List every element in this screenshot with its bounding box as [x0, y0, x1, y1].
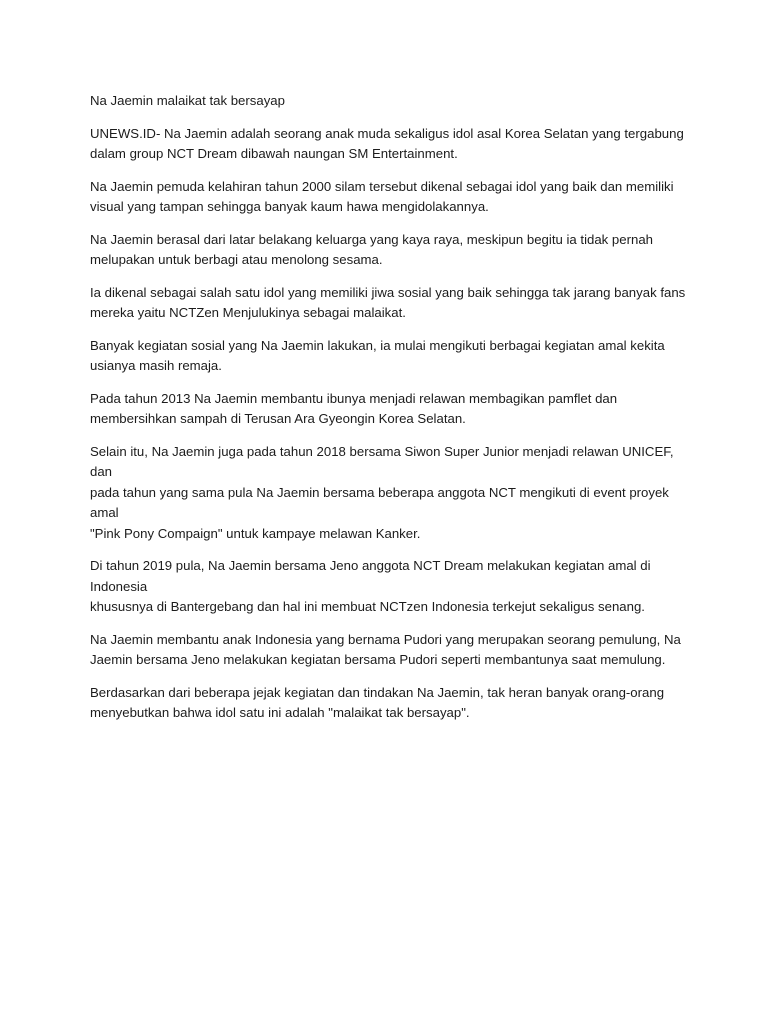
paragraph: Ia dikenal sebagai salah satu idol yang memiliki jiwa sosial yang baik sehingga tak jarang banyak fans mereka yaitu NCTZen Menjulukinya sebagai malaikat. [90, 284, 686, 320]
paragraph: Berdasarkan dari beberapa jejak kegiatan dan tindakan Na Jaemin, tak heran banyak orang-orang menyebutkan bahwa idol satu ini adalah "malaikat tak bersayap". [90, 684, 665, 720]
document-title: Na Jaemin malaikat tak bersayap [90, 93, 285, 108]
paragraph: UNEWS.ID- Na Jaemin adalah seorang anak muda sekaligus idol asal Korea Selatan yang tergabung dalam group NCT Dream dibawah naungan SM Entertainment. [90, 125, 684, 161]
paragraph: Banyak kegiatan sosial yang Na Jaemin lakukan, ia mulai mengikuti berbagai kegiatan amal kekita usianya masih remaja. [90, 337, 665, 373]
paragraph: Di tahun 2019 pula, Na Jaemin bersama Jeno anggota NCT Dream melakukan kegiatan amal di Indonesia khususnya di Bantergebang dan hal ini membuat NCTzen Indonesia terkejut sekaligus senang. [90, 558, 651, 614]
document-body [90, 91, 690, 736]
paragraph: Na Jaemin berasal dari latar belakang keluarga yang kaya raya, meskipun begitu ia tidak pernah melupakan untuk berbagi atau menolong sesama. [90, 231, 653, 267]
paragraph: Selain itu, Na Jaemin juga pada tahun 2018 bersama Siwon Super Junior menjadi relawan UNICEF, dan pada tahun yang sama pula Na Jaemin bersama beberapa anggota NCT mengikuti di event proyek amal "Pink Pony Compaign" untuk kampaye melawan Kanker. [90, 443, 674, 541]
paragraph: Na Jaemin pemuda kelahiran tahun 2000 silam tersebut dikenal sebagai idol yang baik dan memiliki visual yang tampan sehingga banyak kaum hawa mengidolakannya. [90, 178, 674, 214]
paragraph: Pada tahun 2013 Na Jaemin membantu ibunya menjadi relawan membagikan pamflet dan membersihkan sampah di Terusan Ara Gyeongin Korea Selatan. [90, 390, 618, 426]
paragraph: Na Jaemin membantu anak Indonesia yang bernama Pudori yang merupakan seorang pemulung, Na Jaemin bersama Jeno melakukan kegiatan bersama Pudori seperti membantunya saat memulung. [90, 631, 681, 667]
